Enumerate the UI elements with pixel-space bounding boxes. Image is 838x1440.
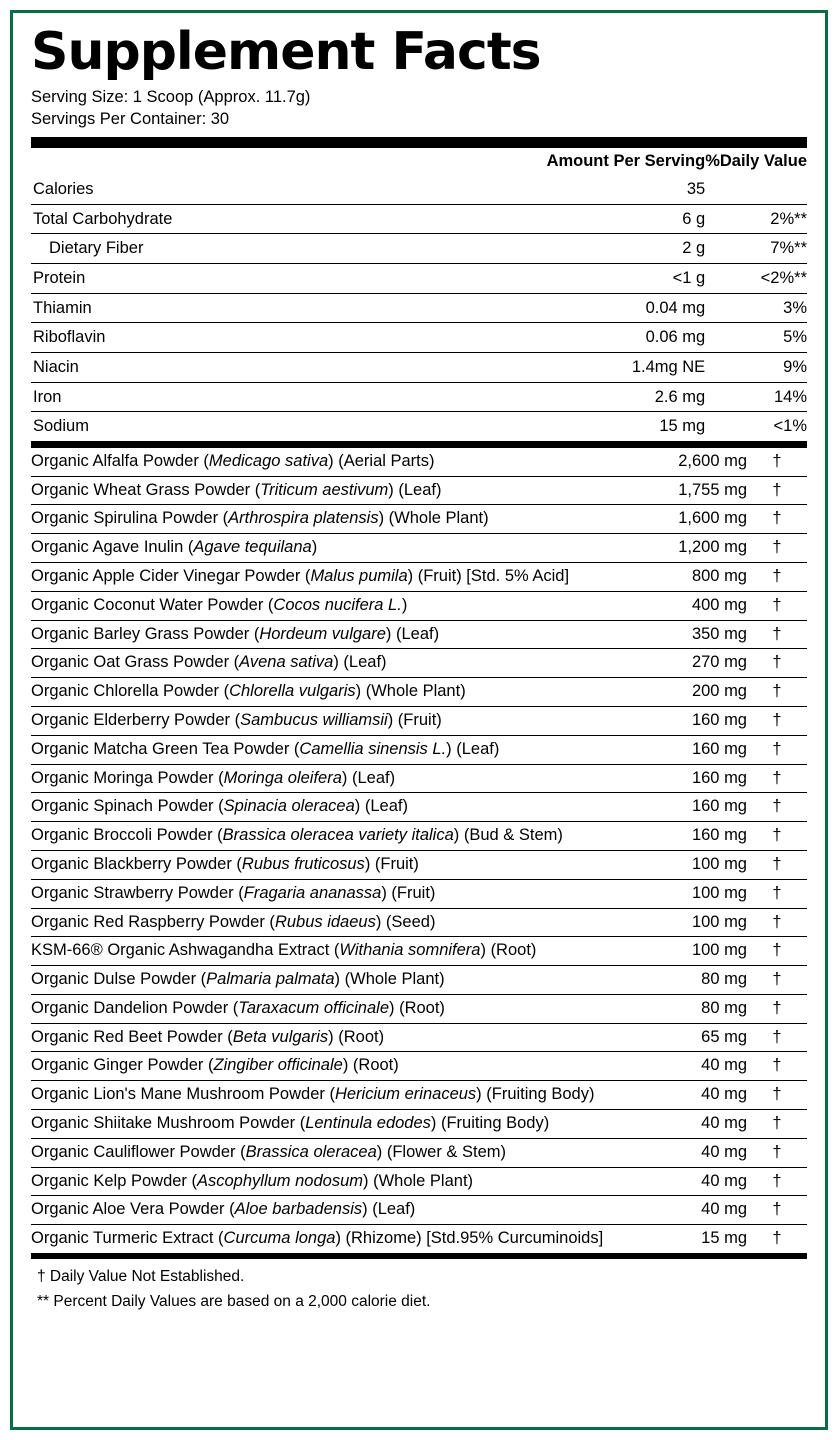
ingredient-name — [31, 850, 651, 879]
table-row — [31, 706, 807, 735]
nutrient-daily-value: <1% — [705, 412, 807, 442]
servings-per-container-label: Servings Per Container: 30 — [31, 109, 230, 128]
ingredient-amount: 160 mg — [651, 793, 747, 822]
ingredient-common-name: Organic Coconut Water Powder ( — [31, 595, 274, 614]
ingredient-part: ) (Leaf) — [362, 1200, 416, 1219]
ingredient-common-name: Organic Shiitake Mushroom Powder ( — [31, 1114, 306, 1133]
ingredient-daily-value: † — [747, 448, 807, 476]
table-row — [31, 412, 807, 442]
table-row — [31, 1023, 807, 1052]
table-row — [31, 620, 807, 649]
table-row — [31, 850, 807, 879]
table-row — [31, 937, 807, 966]
ingredient-common-name: Organic Cauliflower Powder ( — [31, 1142, 246, 1161]
table-row — [31, 994, 807, 1023]
nutrient-name: Dietary Fiber — [31, 234, 349, 264]
nutrient-daily-value: 5% — [705, 323, 807, 353]
ingredient-latin-name: Sambucus williamsii — [240, 710, 388, 729]
ingredient-daily-value: † — [747, 1023, 807, 1052]
ingredient-daily-value: † — [747, 850, 807, 879]
ingredient-name — [31, 448, 651, 476]
ingredient-name — [31, 591, 651, 620]
ingredient-part: ) (Leaf) — [354, 797, 408, 816]
ingredient-daily-value: † — [747, 1196, 807, 1225]
ingredient-latin-name: Rubus idaeus — [274, 912, 376, 931]
ingredient-name — [31, 1138, 651, 1167]
ingredient-common-name: Organic Oat Grass Powder ( — [31, 653, 240, 672]
ingredient-part: ) (Leaf) — [333, 653, 387, 672]
ingredient-part: ) (Root) — [480, 941, 537, 960]
ingredient-name — [31, 1110, 651, 1139]
ingredient-latin-name: Cocos nucifera L. — [273, 595, 402, 614]
ingredient-latin-name: Brassica oleracea variety italica — [222, 826, 454, 845]
ingredient-name — [31, 1081, 651, 1110]
table-row — [31, 476, 807, 505]
ingredient-part: ) (Rhizome) [Std.95% Curcuminoids] — [335, 1229, 604, 1248]
ingredient-common-name: Organic Kelp Powder ( — [31, 1171, 197, 1190]
header-spacer — [31, 148, 349, 175]
table-row — [31, 678, 807, 707]
nutrient-amount: 1.4mg NE — [349, 352, 705, 382]
table-row — [31, 793, 807, 822]
ingredient-amount: 160 mg — [651, 706, 747, 735]
ingredient-part: ) (Bud & Stem) — [453, 826, 563, 845]
nutrient-name: Riboflavin — [31, 323, 349, 353]
table-row — [31, 908, 807, 937]
ingredient-amount: 160 mg — [651, 822, 747, 851]
ingredient-name — [31, 764, 651, 793]
table-row — [31, 1052, 807, 1081]
ingredient-daily-value: † — [747, 620, 807, 649]
nutrition-rows — [31, 175, 807, 441]
ingredient-daily-value: † — [747, 1110, 807, 1139]
ingredient-name — [31, 937, 651, 966]
ingredient-name — [31, 505, 651, 534]
header-amount-per-serving: Amount Per Serving — [546, 152, 706, 171]
ingredient-latin-name: Rubus fruticosus — [241, 854, 365, 873]
table-row — [31, 735, 807, 764]
ingredient-amount: 40 mg — [651, 1081, 747, 1110]
ingredient-common-name: Organic Elderberry Powder ( — [31, 710, 241, 729]
ingredient-part: ) (Aerial Parts) — [328, 451, 435, 470]
ingredient-common-name: Organic Agave Inulin ( — [31, 538, 194, 557]
ingredient-daily-value: † — [747, 476, 807, 505]
ingredient-latin-name: Ascophyllum nodosum — [197, 1171, 363, 1190]
ingredient-daily-value: † — [747, 994, 807, 1023]
ingredient-part: ) — [401, 595, 408, 614]
nutrition-header-row — [31, 148, 807, 175]
ingredient-latin-name: Medicago sativa — [208, 451, 329, 470]
ingredient-amount: 160 mg — [651, 764, 747, 793]
ingredient-common-name: Organic Red Beet Powder ( — [31, 1027, 233, 1046]
table-row — [31, 534, 807, 563]
ingredient-part: ) (Seed) — [375, 912, 436, 931]
ingredient-part: ) (Fruit) [Std. 5% Acid] — [407, 566, 570, 585]
ingredient-part: ) (Fruiting Body) — [430, 1114, 550, 1133]
ingredient-latin-name: Aloe barbadensis — [234, 1200, 363, 1219]
nutrient-daily-value — [705, 175, 807, 204]
ingredient-amount: 40 mg — [651, 1167, 747, 1196]
ingredient-daily-value: † — [747, 1138, 807, 1167]
ingredient-part: ) (Leaf) — [385, 624, 440, 643]
table-row — [31, 1225, 807, 1253]
ingredient-latin-name: Arthrospira platensis — [228, 509, 379, 528]
ingredient-latin-name: Malus pumila — [310, 566, 408, 585]
nutrition-table — [31, 148, 807, 442]
ingredient-name — [31, 649, 651, 678]
ingredient-common-name: Organic Spirulina Powder ( — [31, 509, 229, 528]
table-row — [31, 649, 807, 678]
ingredient-amount: 40 mg — [651, 1052, 747, 1081]
ingredient-daily-value: † — [747, 793, 807, 822]
nutrient-name: Total Carbohydrate — [31, 204, 349, 234]
ingredient-common-name: Organic Barley Grass Powder ( — [31, 624, 260, 643]
ingredient-name — [31, 534, 651, 563]
nutrient-name: Iron — [31, 382, 349, 412]
nutrient-amount: <1 g — [349, 264, 705, 294]
ingredient-amount: 160 mg — [651, 735, 747, 764]
table-row — [31, 966, 807, 995]
nutrient-name: Sodium — [31, 412, 349, 442]
ingredient-amount: 1,755 mg — [651, 476, 747, 505]
ingredient-part: ) (Whole Plant) — [355, 682, 466, 701]
table-row — [31, 879, 807, 908]
nutrient-amount: 2 g — [349, 234, 705, 264]
divider-thick-top — [31, 137, 807, 148]
ingredient-daily-value: † — [747, 822, 807, 851]
table-row — [31, 234, 807, 264]
table-row — [31, 562, 807, 591]
ingredient-amount: 80 mg — [651, 966, 747, 995]
ingredient-latin-name: Hordeum vulgare — [259, 624, 386, 643]
table-row — [31, 1138, 807, 1167]
table-row — [31, 1110, 807, 1139]
ingredient-amount: 40 mg — [651, 1196, 747, 1225]
footnote-asterisks: ** Percent Daily Values are based on a 2,000 calorie diet. — [37, 1292, 431, 1310]
ingredient-amount: 800 mg — [651, 562, 747, 591]
ingredient-latin-name: Hericium erinaceus — [334, 1085, 477, 1104]
ingredient-common-name: Organic Spinach Powder ( — [31, 797, 224, 816]
nutrient-daily-value: 2%** — [705, 204, 807, 234]
ingredient-name — [31, 678, 651, 707]
ingredient-daily-value: † — [747, 1052, 807, 1081]
nutrient-daily-value: 7%** — [705, 234, 807, 264]
footnotes — [31, 1259, 807, 1313]
ingredient-latin-name: Camellia sinensis L. — [299, 739, 447, 758]
nutrient-daily-value: 14% — [705, 382, 807, 412]
ingredient-common-name: Organic Matcha Green Tea Powder ( — [31, 739, 300, 758]
ingredient-common-name: Organic Strawberry Powder ( — [31, 883, 244, 902]
nutrient-name: Calories — [31, 175, 349, 204]
ingredient-amount: 200 mg — [651, 678, 747, 707]
ingredient-part: ) (Whole Plant) — [363, 1171, 474, 1190]
nutrient-amount: 0.04 mg — [349, 293, 705, 323]
ingredient-name — [31, 1196, 651, 1225]
table-row — [31, 1081, 807, 1110]
ingredient-rows — [31, 448, 807, 1253]
nutrient-amount: 2.6 mg — [349, 382, 705, 412]
ingredient-name — [31, 793, 651, 822]
ingredient-name — [31, 879, 651, 908]
ingredient-common-name: Organic Apple Cider Vinegar Powder ( — [31, 566, 311, 585]
ingredient-name — [31, 908, 651, 937]
ingredient-amount: 80 mg — [651, 994, 747, 1023]
ingredient-latin-name: Lentinula edodes — [305, 1114, 431, 1133]
ingredient-latin-name: Taraxacum officinale — [238, 998, 389, 1017]
ingredient-common-name: Organic Dandelion Powder ( — [31, 998, 239, 1017]
ingredient-latin-name: Brassica oleracea — [245, 1142, 377, 1161]
ingredient-part: ) (Whole Plant) — [334, 970, 445, 989]
ingredient-common-name: Organic Alfalfa Powder ( — [31, 451, 209, 470]
ingredient-common-name: Organic Aloe Vera Powder ( — [31, 1200, 235, 1219]
ingredient-latin-name: Fragaria ananassa — [243, 883, 382, 902]
supplement-facts-border — [10, 10, 828, 1430]
table-row — [31, 505, 807, 534]
ingredient-part: ) — [311, 538, 318, 557]
nutrient-daily-value: 3% — [705, 293, 807, 323]
table-row — [31, 323, 807, 353]
ingredient-common-name: Organic Lion's Mane Mushroom Powder ( — [31, 1085, 335, 1104]
table-row — [31, 591, 807, 620]
ingredient-amount: 100 mg — [651, 937, 747, 966]
ingredient-amount: 40 mg — [651, 1138, 747, 1167]
ingredient-daily-value: † — [747, 937, 807, 966]
ingredient-latin-name: Zingiber officinale — [213, 1056, 343, 1075]
table-row — [31, 1167, 807, 1196]
ingredient-name — [31, 994, 651, 1023]
page-title: Supplement Facts — [31, 22, 541, 82]
ingredient-name — [31, 1167, 651, 1196]
ingredient-daily-value: † — [747, 562, 807, 591]
ingredient-part: ) (Fruit) — [381, 883, 436, 902]
ingredient-latin-name: Avena sativa — [239, 653, 334, 672]
serving-size-label: Serving Size: 1 Scoop (Approx. 11.7g) — [31, 87, 311, 106]
ingredient-latin-name: Curcuma longa — [223, 1229, 336, 1248]
ingredient-amount: 40 mg — [651, 1110, 747, 1139]
ingredient-amount: 100 mg — [651, 879, 747, 908]
ingredient-part: ) (Flower & Stem) — [376, 1142, 507, 1161]
ingredient-amount: 1,600 mg — [651, 505, 747, 534]
ingredient-part: ) (Root) — [342, 1056, 399, 1075]
ingredient-amount: 400 mg — [651, 591, 747, 620]
table-row — [31, 448, 807, 476]
ingredient-daily-value: † — [747, 764, 807, 793]
nutrient-amount: 15 mg — [349, 412, 705, 442]
ingredient-name — [31, 706, 651, 735]
ingredient-daily-value: † — [747, 505, 807, 534]
ingredient-daily-value: † — [747, 591, 807, 620]
ingredient-amount: 100 mg — [651, 908, 747, 937]
table-row — [31, 1196, 807, 1225]
nutrient-daily-value: <2%** — [705, 264, 807, 294]
ingredient-daily-value: † — [747, 649, 807, 678]
ingredient-latin-name: Moringa oleifera — [223, 768, 342, 787]
ingredient-common-name: Organic Turmeric Extract ( — [31, 1229, 224, 1248]
ingredient-latin-name: Spinacia oleracea — [223, 797, 355, 816]
ingredient-daily-value: † — [747, 678, 807, 707]
ingredient-latin-name: Beta vulgaris — [232, 1027, 329, 1046]
table-row — [31, 204, 807, 234]
table-row — [31, 352, 807, 382]
ingredient-common-name: Organic Chlorella Powder ( — [31, 682, 230, 701]
ingredient-daily-value: † — [747, 534, 807, 563]
header-daily-value: %Daily Value — [705, 152, 807, 171]
ingredient-amount: 15 mg — [701, 1229, 747, 1248]
table-row — [31, 264, 807, 294]
ingredient-part: ) (Fruit) — [364, 854, 419, 873]
ingredient-common-name: Organic Blackberry Powder ( — [31, 854, 242, 873]
ingredient-part: ) (Whole Plant) — [378, 509, 489, 528]
ingredient-daily-value: † — [772, 1229, 782, 1248]
ingredient-part: ) (Fruiting Body) — [476, 1085, 595, 1104]
ingredient-common-name: Organic Moringa Powder ( — [31, 768, 224, 787]
ingredient-common-name: Organic Ginger Powder ( — [31, 1056, 214, 1075]
ingredient-name — [31, 1052, 651, 1081]
ingredient-part: ) (Leaf) — [388, 480, 442, 499]
ingredient-daily-value: † — [747, 879, 807, 908]
ingredient-part: ) (Leaf) — [446, 739, 500, 758]
ingredient-name — [31, 822, 651, 851]
table-row — [31, 382, 807, 412]
nutrient-amount: 35 — [349, 175, 705, 204]
ingredient-common-name: Organic Red Raspberry Powder ( — [31, 912, 275, 931]
ingredient-name — [31, 1225, 651, 1253]
nutrient-amount: 6 g — [349, 204, 705, 234]
ingredient-common-name: KSM-66® Organic Ashwagandha Extract ( — [31, 941, 340, 960]
ingredient-name — [31, 1023, 651, 1052]
ingredient-name — [31, 966, 651, 995]
ingredient-amount: 100 mg — [651, 850, 747, 879]
ingredient-daily-value: † — [747, 1081, 807, 1110]
ingredient-common-name: Organic Dulse Powder ( — [31, 970, 207, 989]
ingredient-daily-value: † — [747, 908, 807, 937]
ingredient-name — [31, 562, 651, 591]
ingredient-part: ) (Leaf) — [341, 768, 396, 787]
table-row — [31, 293, 807, 323]
ingredient-latin-name: Withania somnifera — [339, 941, 481, 960]
table-row — [31, 764, 807, 793]
footnote-dagger: † Daily Value Not Established. — [37, 1268, 245, 1286]
ingredient-latin-name: Palmaria palmata — [206, 970, 335, 989]
ingredient-amount: 1,200 mg — [651, 534, 747, 563]
ingredient-latin-name: Agave tequilana — [193, 538, 312, 557]
ingredient-name — [31, 620, 651, 649]
ingredient-part: ) (Fruit) — [387, 710, 442, 729]
ingredient-daily-value: † — [747, 1167, 807, 1196]
ingredient-latin-name: Chlorella vulgaris — [229, 682, 356, 701]
ingredient-part: ) (Root) — [328, 1027, 385, 1046]
ingredient-amount: 350 mg — [651, 620, 747, 649]
nutrient-amount: 0.06 mg — [349, 323, 705, 353]
ingredient-part: ) (Root) — [389, 998, 445, 1017]
ingredient-amount: 2,600 mg — [651, 448, 747, 476]
ingredient-amount: 65 mg — [651, 1023, 747, 1052]
ingredient-daily-value: † — [747, 966, 807, 995]
ingredient-name — [31, 735, 651, 764]
ingredient-name — [31, 476, 651, 505]
ingredient-daily-value: † — [747, 735, 807, 764]
nutrient-name: Niacin — [31, 352, 349, 382]
ingredient-daily-value: † — [747, 706, 807, 735]
table-row — [31, 822, 807, 851]
ingredient-common-name: Organic Wheat Grass Powder ( — [31, 480, 261, 499]
ingredient-common-name: Organic Broccoli Powder ( — [31, 826, 223, 845]
ingredient-table — [31, 448, 807, 1253]
table-row — [31, 175, 807, 204]
nutrient-daily-value: 9% — [705, 352, 807, 382]
ingredient-amount: 270 mg — [651, 649, 747, 678]
nutrient-name: Thiamin — [31, 293, 349, 323]
nutrient-name: Protein — [31, 264, 349, 294]
ingredient-latin-name: Triticum aestivum — [260, 480, 389, 499]
